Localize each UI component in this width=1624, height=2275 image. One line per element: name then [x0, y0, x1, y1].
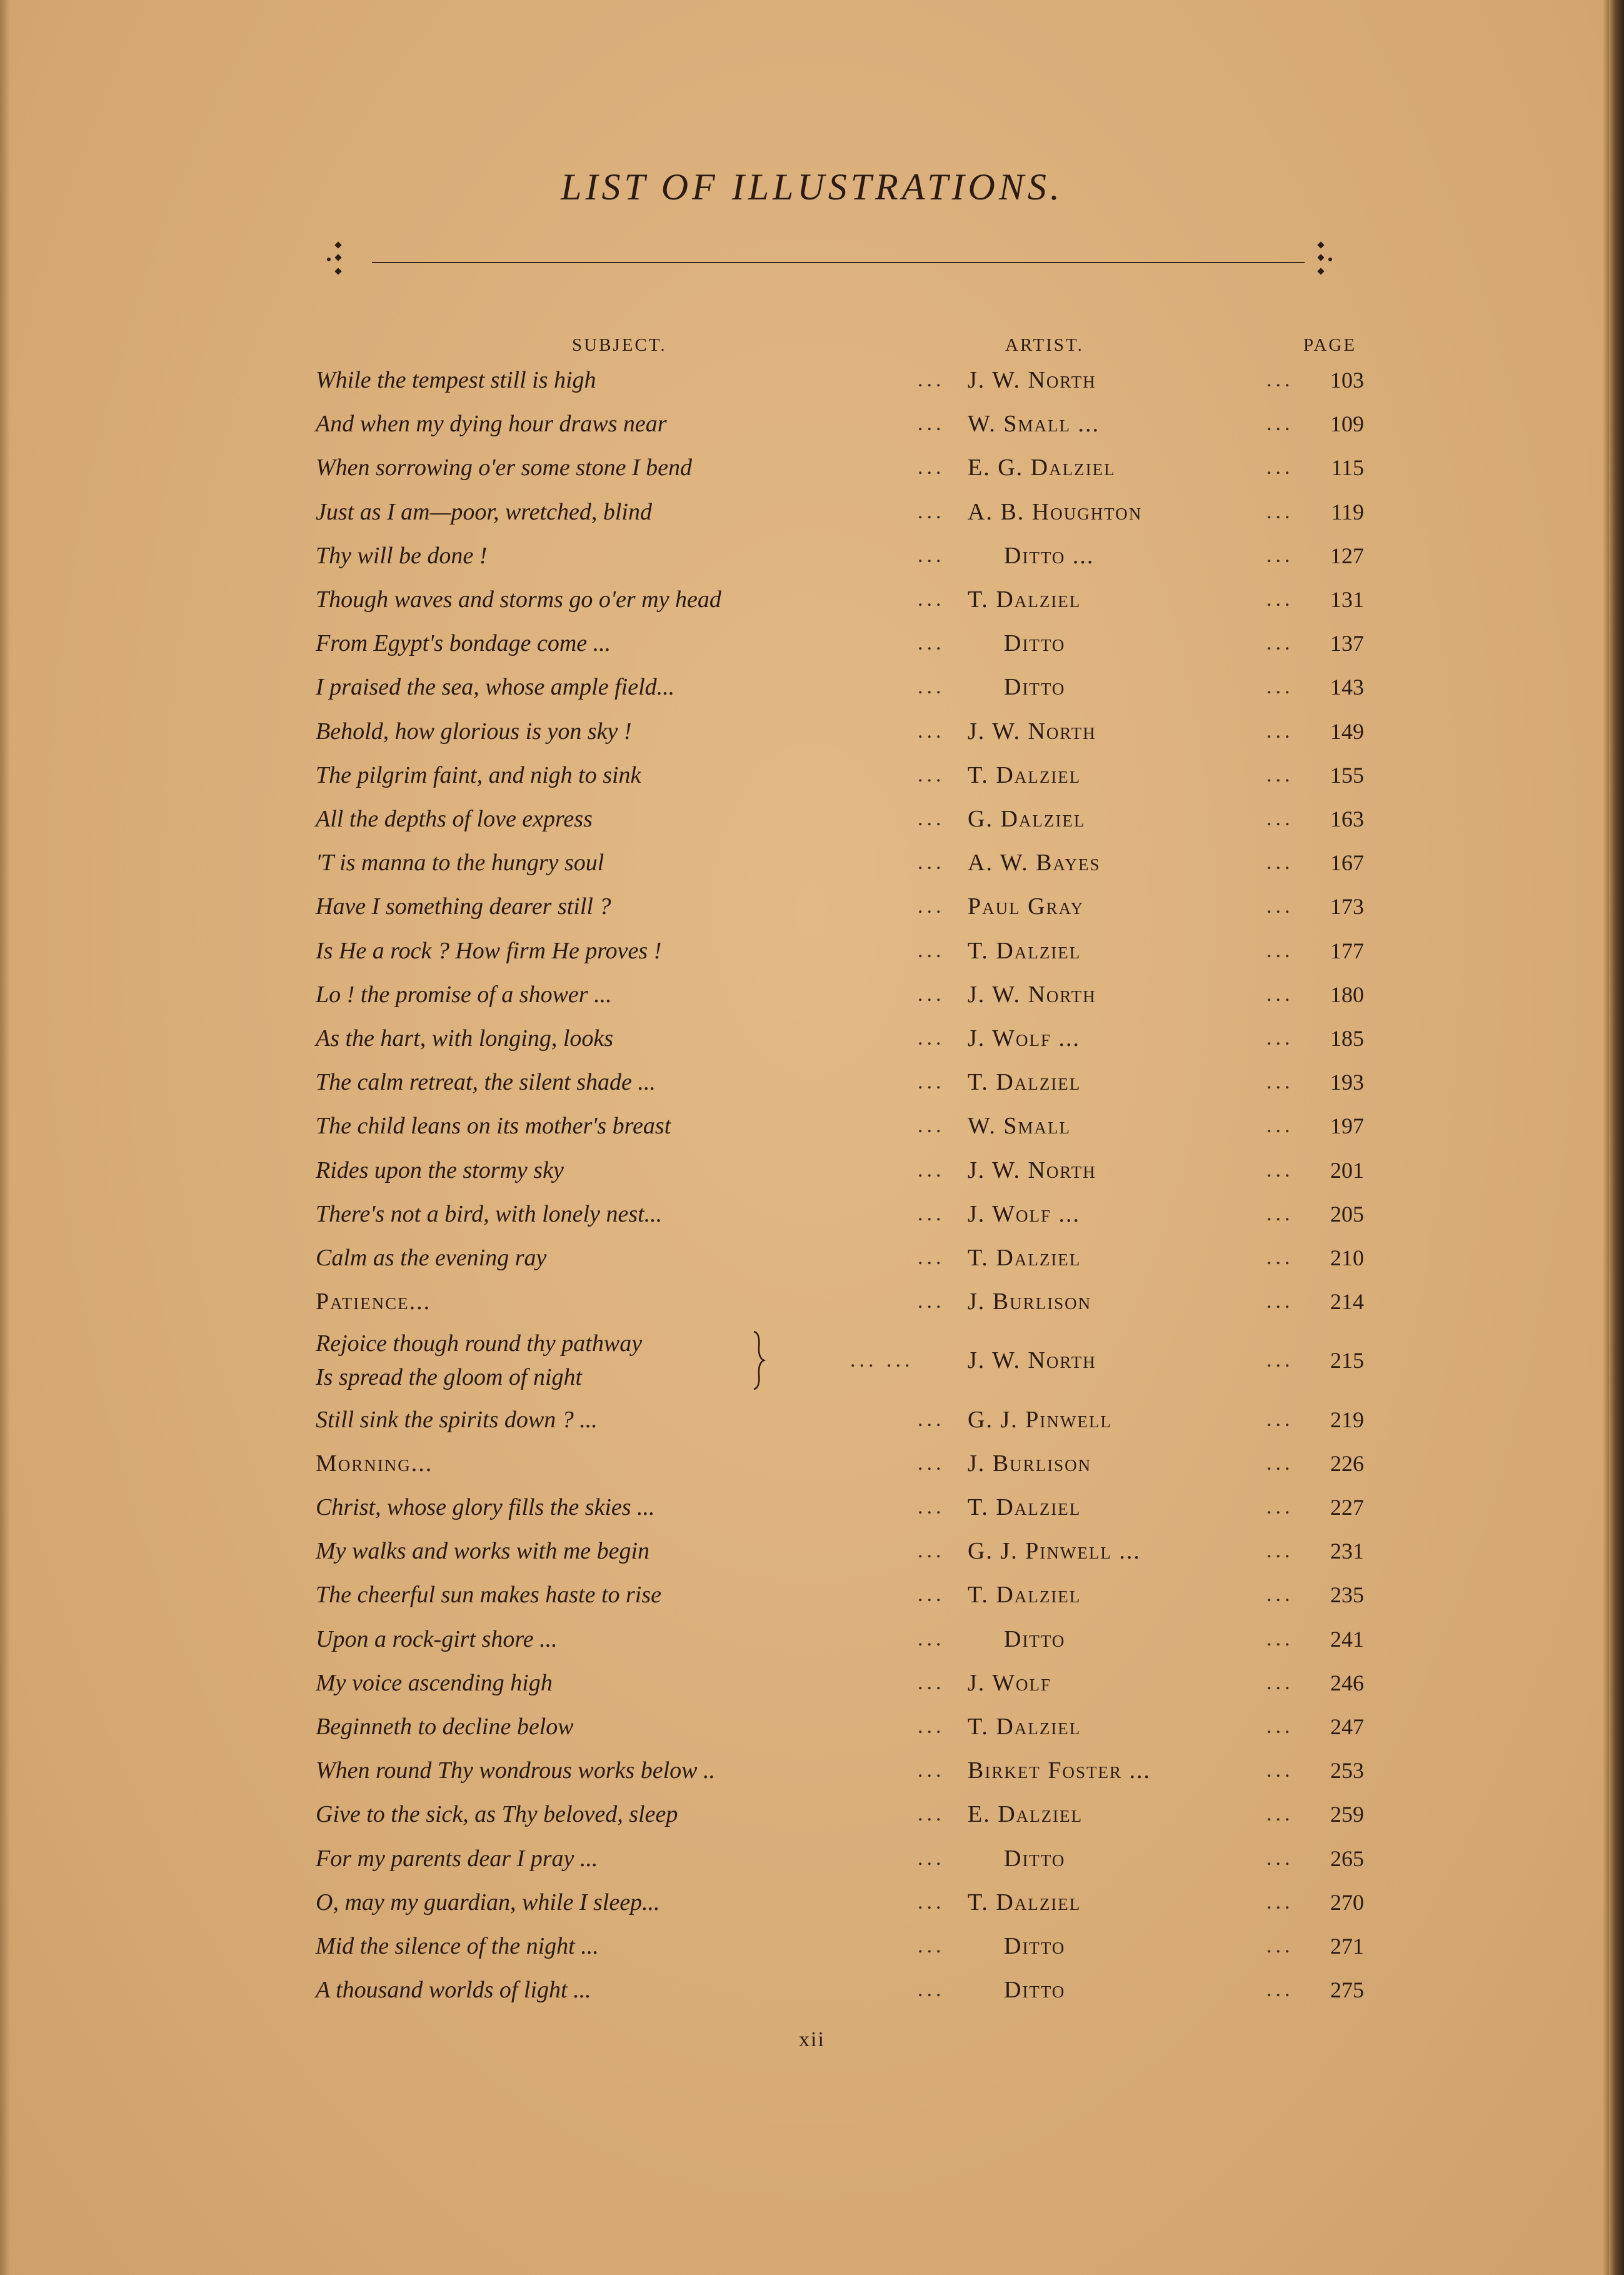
- leader-dots: ...: [918, 807, 945, 830]
- title-rule: [372, 262, 1305, 263]
- leader-dots: ...: [1266, 675, 1294, 699]
- leader-dots: ...: [1266, 1027, 1294, 1050]
- illustration-page-number: 177: [1330, 938, 1364, 963]
- leader-dots: ...: [918, 1114, 945, 1138]
- leader-dots: ...: [1266, 719, 1294, 743]
- leader-dots: ...: [1266, 588, 1294, 611]
- leader-dots: ...: [918, 543, 945, 567]
- illustration-subject: Rides upon the stormy sky: [316, 1157, 564, 1183]
- illustration-page-number: 109: [1330, 411, 1364, 437]
- illustration-page-number: 185: [1330, 1026, 1364, 1051]
- illustration-subject: 'T is manna to the hungry soul: [316, 850, 604, 876]
- leader-dots: ...: [918, 1846, 945, 1870]
- leader-dots: ...: [918, 1670, 945, 1694]
- page-gutter-shadow: [1603, 0, 1609, 2275]
- illustration-page-number: 226: [1330, 1450, 1364, 1476]
- illustration-page-number: 219: [1330, 1407, 1364, 1432]
- illustration-artist: J. W. North: [968, 981, 1096, 1008]
- illustration-page-number: 127: [1330, 543, 1364, 568]
- illustration-page-number: 131: [1330, 587, 1364, 612]
- illustration-page-number: 205: [1330, 1201, 1364, 1227]
- illustration-artist: E. Dalziel: [968, 1801, 1083, 1828]
- illustration-page-number: 163: [1330, 806, 1364, 831]
- leader-dots: ...: [1266, 1583, 1294, 1607]
- illustration-artist: G. J. Pinwell ...: [968, 1538, 1141, 1565]
- leader-dots: ...: [1266, 1670, 1294, 1694]
- leader-dots: ...: [918, 1759, 945, 1782]
- illustration-artist: T. Dalziel: [968, 586, 1081, 613]
- illustration-artist: J. W. North: [968, 1347, 1096, 1374]
- brace-glyph: [751, 1328, 766, 1393]
- illustration-artist: Ditto: [1004, 630, 1066, 657]
- leader-dots: ...: [1266, 895, 1294, 918]
- illustration-page-number: 275: [1330, 1977, 1364, 2003]
- illustration-page-number: 214: [1330, 1289, 1364, 1315]
- illustration-artist: T. Dalziel: [968, 1889, 1081, 1916]
- illustration-subject: Just as I am—poor, wretched, blind: [316, 498, 652, 525]
- illustration-subject: Thy will be done !: [316, 542, 488, 569]
- leader-dots: ... ...: [850, 1348, 914, 1372]
- illustration-page-number: 241: [1330, 1626, 1364, 1652]
- illustration-subject: The child leans on its mother's breast: [316, 1113, 671, 1140]
- illustration-page-number: 155: [1330, 762, 1364, 788]
- leader-dots: ...: [1266, 1070, 1294, 1094]
- illustration-subject: All the depths of love express: [316, 806, 593, 832]
- leader-dots: ...: [918, 982, 945, 1006]
- illustration-artist: T. Dalziel: [968, 761, 1081, 788]
- illustration-artist: G. Dalziel: [968, 806, 1086, 832]
- leader-dots: ...: [918, 938, 945, 962]
- illustration-subject: There's not a bird, with lonely nest...: [316, 1200, 663, 1227]
- leader-dots: ...: [918, 1715, 945, 1738]
- leader-dots: ...: [1266, 500, 1294, 523]
- illustration-artist: J. W. North: [968, 1157, 1096, 1183]
- illustration-subject: Lo ! the promise of a shower ...: [316, 981, 612, 1008]
- illustration-page-number: 201: [1330, 1157, 1364, 1183]
- illustration-page-number: 271: [1330, 1934, 1364, 1959]
- illustration-subject: My voice ascending high: [316, 1669, 553, 1696]
- illustration-subject: For my parents dear I pray ...: [316, 1845, 598, 1872]
- leader-dots: ...: [1266, 1715, 1294, 1738]
- leader-dots: ...: [918, 719, 945, 743]
- illustration-page-number: 197: [1330, 1113, 1364, 1139]
- left-rule-ornament: [322, 238, 347, 288]
- leader-dots: ...: [1266, 368, 1294, 391]
- leader-dots: ...: [918, 1202, 945, 1225]
- leader-dots: ...: [1266, 1158, 1294, 1182]
- illustration-artist: J. Burlison: [968, 1288, 1092, 1315]
- leader-dots: ...: [1266, 851, 1294, 875]
- leader-dots: ...: [1266, 456, 1294, 480]
- leader-dots: ...: [1266, 412, 1294, 436]
- illustration-artist: W. Small: [968, 1113, 1071, 1140]
- leader-dots: ...: [1266, 1495, 1294, 1519]
- leader-dots: ...: [918, 1027, 945, 1050]
- leader-dots: ...: [1266, 1451, 1294, 1475]
- illustration-artist: J. W. North: [968, 367, 1096, 393]
- leader-dots: ...: [1266, 1290, 1294, 1313]
- illustration-page-number: 247: [1330, 1714, 1364, 1739]
- leader-dots: ...: [1266, 938, 1294, 962]
- illustration-artist: Ditto: [1004, 1625, 1066, 1652]
- illustration-subject: Christ, whose glory fills the skies ...: [316, 1494, 655, 1520]
- leader-dots: ...: [918, 412, 945, 436]
- illustration-page-number: 246: [1330, 1670, 1364, 1695]
- illustration-artist: Ditto: [1004, 1933, 1066, 1959]
- leader-dots: ...: [918, 368, 945, 391]
- illustration-subject: Still sink the spirits down ? ...: [316, 1406, 598, 1433]
- right-rule-ornament: [1310, 238, 1335, 288]
- illustration-artist: E. G. Dalziel: [968, 454, 1116, 481]
- leader-dots: ...: [1266, 1246, 1294, 1269]
- illustration-subject: When round Thy wondrous works below ..: [316, 1757, 715, 1784]
- illustration-artist: J. Burlison: [968, 1450, 1092, 1477]
- leader-dots: ...: [918, 1246, 945, 1269]
- page-folio: xii: [799, 2028, 825, 2051]
- leader-dots: ...: [1266, 1978, 1294, 2002]
- leader-dots: ...: [1266, 1348, 1294, 1372]
- illustration-page-number: 259: [1330, 1802, 1364, 1827]
- leader-dots: ...: [1266, 807, 1294, 830]
- illustration-subject: Give to the sick, as Thy beloved, sleep: [316, 1801, 678, 1828]
- book-spine-edge: [1609, 0, 1624, 2275]
- illustration-subject: I praised the sea, whose ample field...: [316, 674, 675, 701]
- illustration-artist: Ditto: [1004, 1845, 1066, 1872]
- leader-dots: ...: [918, 1539, 945, 1563]
- leader-dots: ...: [918, 1802, 945, 1826]
- page-left-edge-shadow: [0, 0, 10, 2275]
- column-header-artist: ARTIST.: [1005, 335, 1084, 355]
- illustration-subject: Rejoice though round thy pathway: [316, 1330, 643, 1357]
- illustration-subject: Have I something dearer still ?: [316, 893, 611, 920]
- illustration-subject: From Egypt's bondage come ...: [316, 630, 611, 657]
- illustration-artist: Birket Foster ...: [968, 1757, 1151, 1784]
- leader-dots: ...: [1266, 1890, 1294, 1914]
- illustration-artist: Ditto: [1004, 674, 1066, 701]
- illustration-page-number: 253: [1330, 1758, 1364, 1784]
- illustration-artist: J. Wolf ...: [968, 1200, 1080, 1227]
- leader-dots: ...: [918, 1070, 945, 1094]
- column-header-subject: SUBJECT.: [572, 335, 667, 355]
- illustration-subject: Calm as the evening ray: [316, 1245, 547, 1271]
- leader-dots: ...: [918, 1290, 945, 1313]
- illustration-page-number: 193: [1330, 1070, 1364, 1095]
- illustration-subject: Mid the silence of the night ...: [316, 1933, 599, 1959]
- illustration-page-number: 137: [1330, 631, 1364, 656]
- leader-dots: ...: [918, 500, 945, 523]
- illustration-subject: While the tempest still is high: [316, 367, 596, 393]
- illustration-subject: Is He a rock ? How firm He proves !: [316, 937, 662, 964]
- illustration-subject-continued: Is spread the gloom of night: [316, 1364, 583, 1391]
- illustration-page-number: 115: [1331, 455, 1364, 481]
- illustration-subject: And when my dying hour draws near: [316, 411, 667, 438]
- leader-dots: ...: [1266, 1407, 1294, 1431]
- illustration-artist: J. Wolf: [968, 1669, 1051, 1696]
- leader-dots: ...: [1266, 543, 1294, 567]
- illustration-artist: A. W. Bayes: [968, 850, 1101, 876]
- leader-dots: ...: [918, 763, 945, 786]
- illustration-subject: A thousand worlds of light ...: [316, 1977, 591, 2004]
- leader-dots: ...: [918, 1583, 945, 1607]
- illustration-page-number: 119: [1331, 499, 1364, 525]
- leader-dots: ...: [918, 1407, 945, 1431]
- illustration-artist: J. Wolf ...: [968, 1025, 1080, 1052]
- illustration-subject: Morning...: [316, 1450, 433, 1477]
- leader-dots: ...: [1266, 631, 1294, 655]
- illustration-artist: T. Dalziel: [968, 1245, 1081, 1271]
- illustration-artist: T. Dalziel: [968, 1582, 1081, 1609]
- illustration-subject: Behold, how glorious is yon sky !: [316, 718, 632, 745]
- leader-dots: ...: [918, 1495, 945, 1519]
- illustration-artist: T. Dalziel: [968, 937, 1081, 964]
- leader-dots: ...: [1266, 1202, 1294, 1225]
- leader-dots: ...: [918, 588, 945, 611]
- illustration-subject: The calm retreat, the silent shade ...: [316, 1069, 656, 1096]
- illustration-artist: Ditto ...: [1004, 542, 1095, 569]
- illustration-artist: Ditto: [1004, 1977, 1066, 2004]
- leader-dots: ...: [1266, 1759, 1294, 1782]
- illustration-page-number: 231: [1330, 1539, 1364, 1564]
- leader-dots: ...: [918, 675, 945, 699]
- leader-dots: ...: [1266, 1846, 1294, 1870]
- illustration-page-number: 143: [1330, 675, 1364, 700]
- illustration-page-number: 235: [1330, 1582, 1364, 1608]
- leader-dots: ...: [918, 1890, 945, 1914]
- illustration-page-number: 227: [1330, 1495, 1364, 1520]
- illustration-page-number: 180: [1330, 982, 1364, 1007]
- illustration-subject: Upon a rock-girt shore ...: [316, 1625, 558, 1652]
- leader-dots: ...: [1266, 1934, 1294, 1957]
- leader-dots: ...: [918, 1978, 945, 2002]
- leader-dots: ...: [918, 1158, 945, 1182]
- illustration-artist: T. Dalziel: [968, 1494, 1081, 1520]
- illustration-subject: When sorrowing o'er some stone I bend: [316, 454, 692, 481]
- page-title: LIST OF ILLUSTRATIONS.: [561, 166, 1063, 208]
- illustration-artist: T. Dalziel: [968, 1069, 1081, 1096]
- leader-dots: ...: [918, 851, 945, 875]
- leader-dots: ...: [1266, 1114, 1294, 1138]
- leader-dots: ...: [1266, 1539, 1294, 1563]
- illustration-subject: The cheerful sun makes haste to rise: [316, 1582, 662, 1609]
- illustration-subject: O, may my guardian, while I sleep...: [316, 1889, 660, 1916]
- illustration-artist: G. J. Pinwell: [968, 1406, 1112, 1433]
- illustration-artist: T. Dalziel: [968, 1714, 1081, 1740]
- illustration-subject: Patience...: [316, 1288, 431, 1315]
- illustration-page-number: 167: [1330, 850, 1364, 876]
- leader-dots: ...: [1266, 982, 1294, 1006]
- illustration-subject: The pilgrim faint, and nigh to sink: [316, 761, 641, 788]
- illustration-page-number: 173: [1330, 894, 1364, 920]
- illustration-page-number: 215: [1330, 1348, 1364, 1374]
- leader-dots: ...: [1266, 1627, 1294, 1650]
- illustration-artist: A. B. Houghton: [968, 498, 1143, 525]
- illustration-subject: Beginneth to decline below: [316, 1714, 574, 1740]
- leader-dots: ...: [1266, 1802, 1294, 1826]
- leader-dots: ...: [918, 1451, 945, 1475]
- leader-dots: ...: [918, 895, 945, 918]
- leader-dots: ...: [918, 1934, 945, 1957]
- illustration-page-number: 210: [1330, 1245, 1364, 1270]
- illustration-subject: My walks and works with me begin: [316, 1538, 650, 1565]
- illustration-page-number: 103: [1330, 368, 1364, 393]
- illustration-subject: As the hart, with longing, looks: [316, 1025, 614, 1052]
- leader-dots: ...: [918, 1627, 945, 1650]
- leader-dots: ...: [918, 631, 945, 655]
- illustration-artist: Paul Gray: [968, 893, 1085, 920]
- column-header-page: PAGE: [1303, 335, 1357, 355]
- leader-dots: ...: [1266, 763, 1294, 786]
- illustration-page-number: 265: [1330, 1846, 1364, 1871]
- leader-dots: ...: [918, 456, 945, 480]
- illustration-subject: Though waves and storms go o'er my head: [316, 586, 721, 613]
- illustration-artist: W. Small ...: [968, 411, 1100, 438]
- illustration-artist: J. W. North: [968, 718, 1096, 745]
- illustration-page-number: 270: [1330, 1889, 1364, 1915]
- illustration-page-number: 149: [1330, 718, 1364, 744]
